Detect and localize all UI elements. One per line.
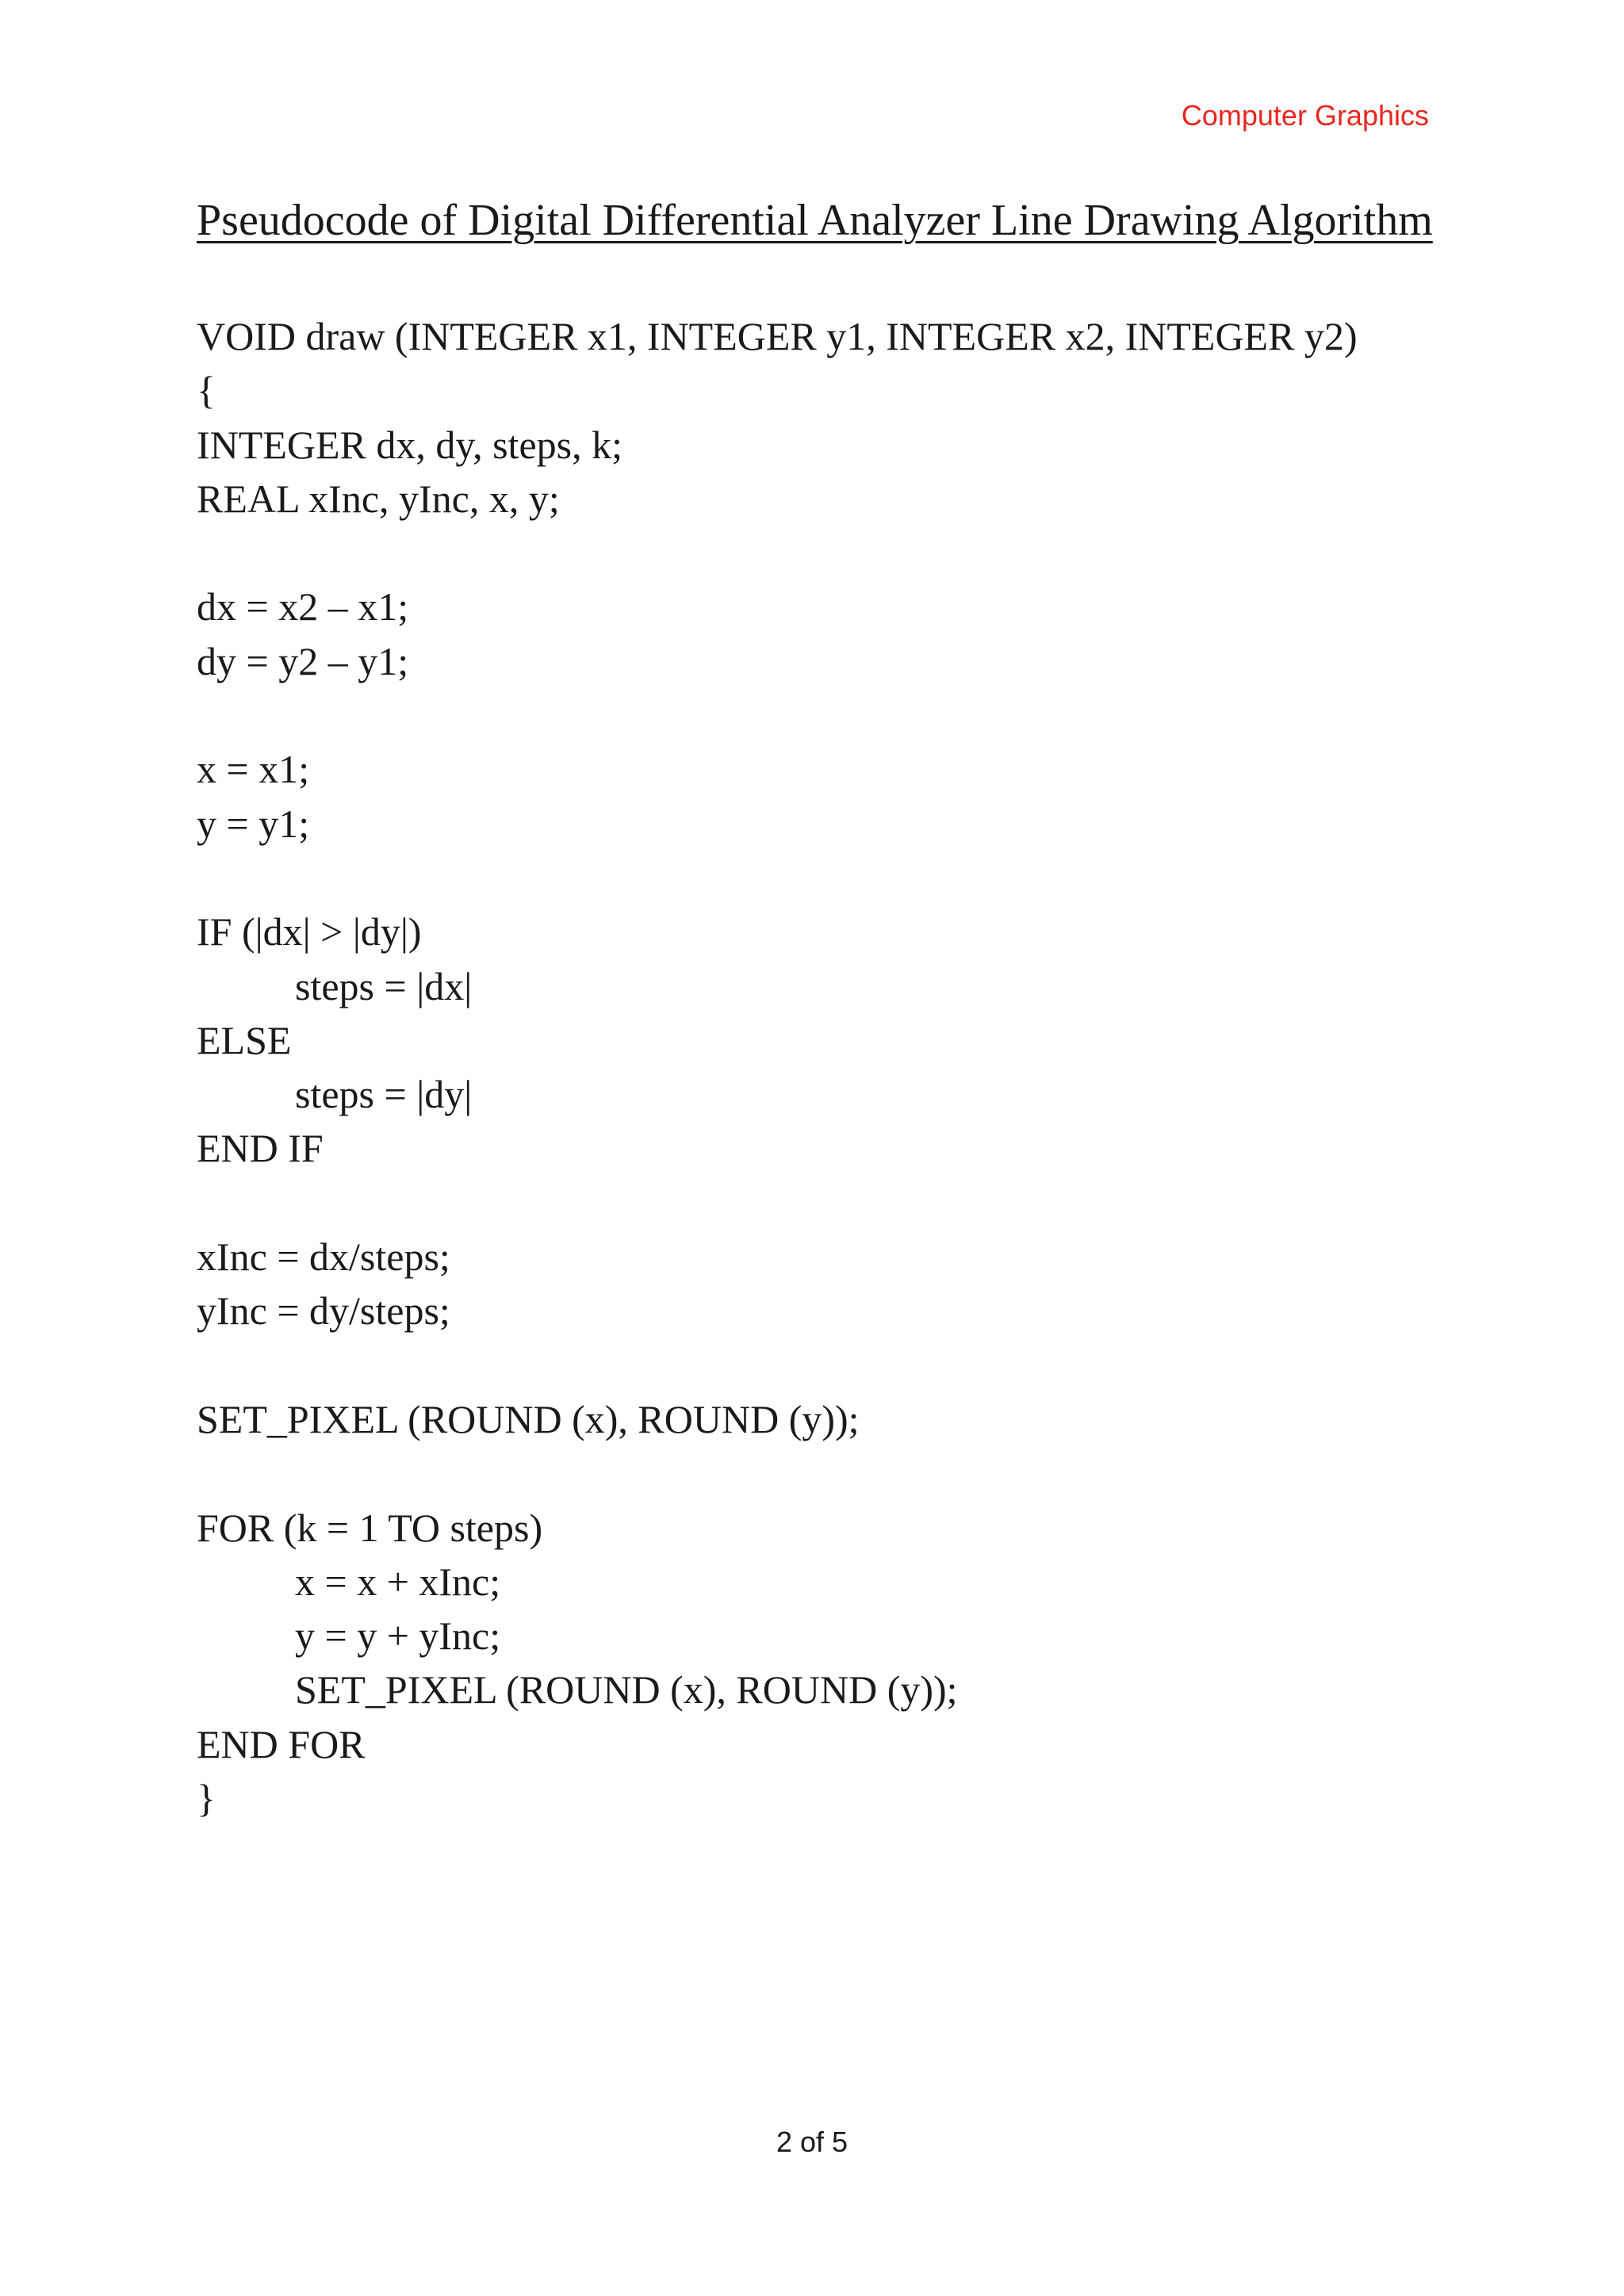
code-line: IF (|dx| > |dy|) xyxy=(197,909,422,955)
code-line: { xyxy=(197,368,216,413)
code-line: x = x + xInc; xyxy=(295,1559,501,1604)
blank-line xyxy=(197,851,1358,905)
blank-line xyxy=(197,1338,1358,1392)
code-line: REAL xInc, yInc, x, y; xyxy=(197,476,560,521)
code-line: y = y + yInc; xyxy=(295,1613,501,1659)
code-line: } xyxy=(197,1776,216,1821)
document-title: Pseudocode of Digital Differential Analyzer Line Drawing Algorithm xyxy=(197,196,1433,245)
code-line: FOR (k = 1 TO steps) xyxy=(197,1505,543,1550)
blank-line xyxy=(197,526,1358,580)
code-line: ELSE xyxy=(197,1017,292,1062)
pseudocode-block xyxy=(197,309,1358,1825)
code-line: xInc = dx/steps; xyxy=(197,1234,450,1280)
code-line: y = y1; xyxy=(197,801,310,846)
code-line: INTEGER dx, dy, steps, k; xyxy=(197,422,622,467)
code-line: dx = x2 – x1; xyxy=(197,584,409,629)
page-number: 2 of 5 xyxy=(776,2126,848,2158)
code-line: yInc = dy/steps; xyxy=(197,1288,450,1334)
code-line: steps = |dx| xyxy=(295,963,473,1008)
code-line: SET_PIXEL (ROUND (x), ROUND (y)); xyxy=(197,1396,860,1441)
code-line: x = x1; xyxy=(197,747,310,792)
code-line: steps = |dy| xyxy=(295,1072,473,1117)
blank-line xyxy=(197,1446,1358,1500)
code-line: END IF xyxy=(197,1126,324,1171)
running-header: Computer Graphics xyxy=(1181,99,1429,132)
code-line: SET_PIXEL (ROUND (x), ROUND (y)); xyxy=(295,1667,958,1712)
code-line: END FOR xyxy=(197,1721,366,1766)
blank-line xyxy=(197,1176,1358,1230)
blank-line xyxy=(197,688,1358,742)
code-line: dy = y2 – y1; xyxy=(197,638,409,683)
code-line: VOID draw (INTEGER x1, INTEGER y1, INTEGER x2, INTEGER y2) xyxy=(197,314,1358,358)
